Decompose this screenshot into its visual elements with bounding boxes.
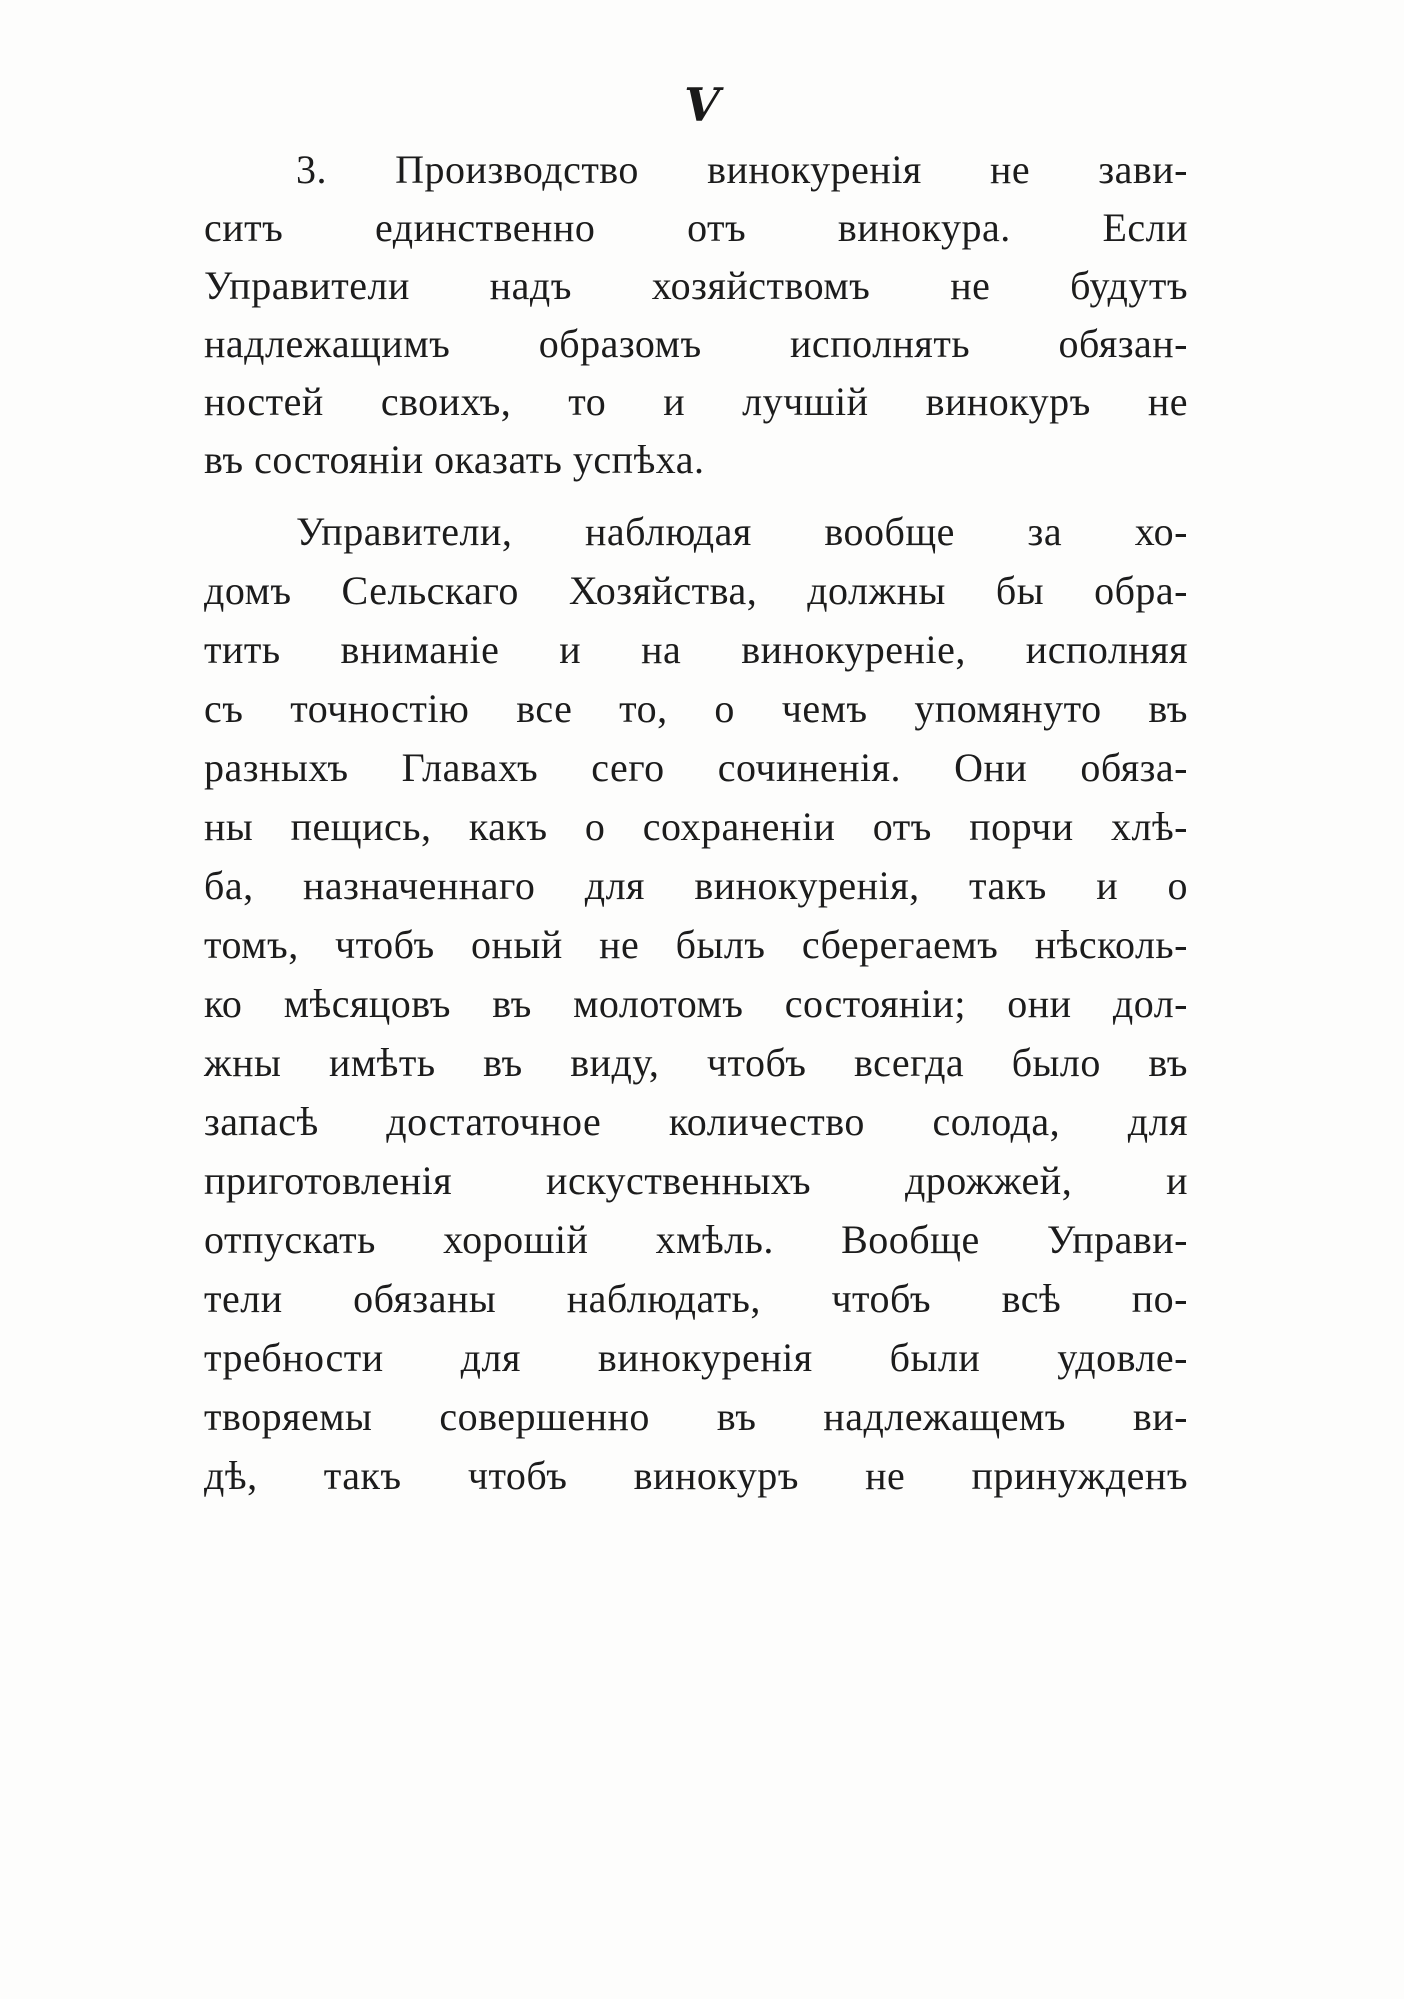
text-line: приготовленія искуственныхъ дрожжей, и: [204, 1158, 1188, 1203]
text-line: ностей своихъ, то и лучшій винокуръ не: [204, 379, 1188, 424]
text-line: тели обязаны наблюдать, чтобъ всѣ по-: [204, 1276, 1188, 1321]
text-line: ба, назначеннаго для винокуренія, такъ и о: [204, 863, 1188, 908]
text-line: ко мѣсяцовъ въ молотомъ состояніи; они дол-: [204, 981, 1188, 1026]
text-line: творяемы совершенно въ надлежащемъ ви-: [204, 1394, 1188, 1439]
text-line: разныхъ Главахъ сего сочиненія. Они обяза-: [204, 745, 1188, 790]
text-line: въ состояніи оказать успѣха.: [204, 437, 705, 482]
text-line: требности для винокуренія были удовле-: [204, 1335, 1188, 1380]
text-line: Управители, наблюдая вообще за хо-: [296, 509, 1188, 554]
page-number: V: [684, 78, 720, 132]
text-line: съ точностію все то, о чемъ упомянуто въ: [204, 686, 1188, 731]
text-line: Управители надъ хозяйствомъ не будутъ: [204, 263, 1188, 308]
text-line: томъ, чтобъ оный не былъ сберегаемъ нѣсколь-: [204, 922, 1188, 967]
text-line: тить вниманіе и на винокуреніе, исполняя: [204, 627, 1188, 672]
text-line: дѣ, такъ чтобъ винокуръ не принужденъ: [204, 1453, 1188, 1498]
text-line: надлежащимъ образомъ исполнять обязан-: [204, 321, 1188, 366]
text-line: отпускать хорошій хмѣль. Вообще Управи-: [204, 1217, 1188, 1262]
text-line: ны пещись, какъ о сохраненіи отъ порчи хлѣ-: [204, 804, 1188, 849]
text-line: домъ Сельскаго Хозяйства, должны бы обра-: [204, 568, 1188, 613]
text-line: 3. Производство винокуренія не зави-: [296, 147, 1188, 192]
text-line: запасѣ достаточное количество солода, для: [204, 1099, 1188, 1144]
text-line: ситъ единственно отъ винокура. Если: [204, 205, 1188, 250]
text-line: жны имѣть въ виду, чтобъ всегда было въ: [204, 1040, 1188, 1085]
